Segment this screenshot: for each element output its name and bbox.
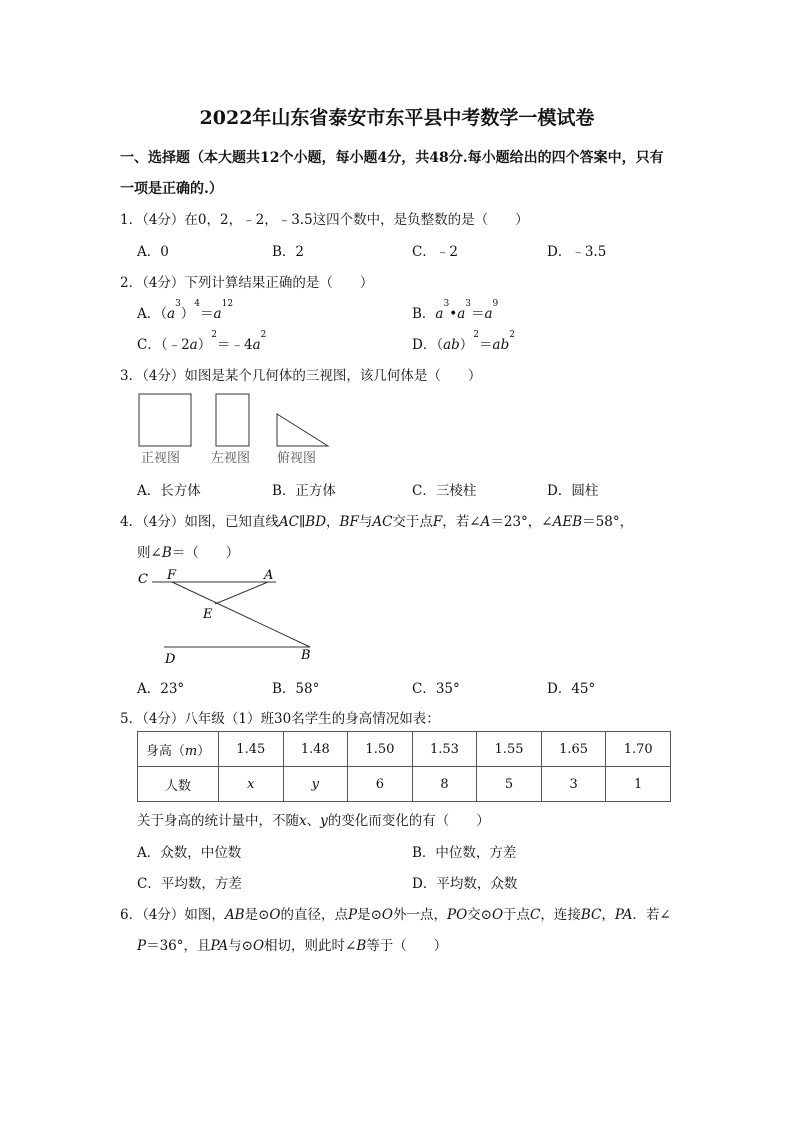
q6-stem-line2: P＝36°，且PA与⊙O相切，则此时∠B等于（ ）	[137, 938, 448, 954]
q5-option-d: D．平均数，众数	[412, 876, 518, 892]
label-a: A	[264, 568, 274, 583]
table-cell: 5	[477, 767, 542, 802]
section-heading-line2: 一项是正确的.）	[120, 181, 223, 197]
page-title: 2022年山东省泰安市东平县中考数学一模试卷	[199, 107, 595, 129]
table-cell: 8	[412, 767, 477, 802]
q6-stem-line1: 6．（4分）如图，AB是⊙O的直径，点P是⊙O外一点，PO交⊙O于点C，连接BC，PA．若∠	[120, 907, 671, 923]
q1-stem: 1．（4分）在0，2，﹣2，﹣3.5这四个数中，是负整数的是（ ）	[120, 212, 529, 228]
table-cell: 1.53	[412, 732, 477, 767]
side-view-label: 左视图	[211, 451, 251, 466]
label-c: C	[138, 572, 148, 587]
front-view-label: 正视图	[141, 451, 181, 466]
top-view-label: 俯视图	[277, 451, 317, 466]
table-header-cell: 身高（m）	[138, 732, 219, 767]
label-f: F	[167, 568, 177, 583]
q1-option-d: D．﹣3.5	[547, 244, 607, 260]
q2-option-d: D．$(ab)^2=ab^2$	[412, 330, 515, 353]
q3-option-c: C．三棱柱	[412, 483, 477, 499]
table-cell: 1.45	[219, 732, 284, 767]
three-view-figure	[130, 388, 350, 470]
table-cell: 1.55	[477, 732, 542, 767]
table-cell: 1.50	[348, 732, 413, 767]
q4-option-d: D．45°	[547, 681, 596, 697]
q4-stem-line1: 4．（4分）如图，已知直线AC∥BD，BF与AC交于点F，若∠A＝23°，∠AEB＝58°，	[120, 514, 634, 530]
q3-option-b: B．正方体	[272, 483, 336, 499]
table-cell: 1.65	[541, 732, 606, 767]
q1-option-c: C．﹣2	[412, 244, 458, 260]
table-cell: 1.70	[606, 732, 671, 767]
side-view-rect	[216, 394, 249, 446]
table-cell: 1	[606, 767, 671, 802]
q4-option-c: C．35°	[412, 681, 460, 697]
q4-stem-line2: 则∠B＝（ ）	[137, 545, 240, 561]
q1-option-b: B．2	[272, 244, 305, 260]
front-view-square	[139, 394, 191, 446]
table-row	[138, 732, 671, 767]
q1-option-a: A．0	[137, 244, 169, 260]
table-cell: x	[219, 767, 284, 802]
table-cell: 1.48	[283, 732, 348, 767]
q2-option-b: B．$a^3•a^3=a^9$	[412, 299, 499, 322]
parallel-lines-figure	[130, 564, 330, 668]
table-cell: 3	[541, 767, 606, 802]
q2-stem: 2．（4分）下列计算结果正确的是（ ）	[120, 275, 374, 291]
segment-fb	[172, 582, 310, 647]
segment-ae	[215, 582, 268, 604]
q2-option-c: C．$(﹣2a)^2=﹣4a^2$	[137, 330, 267, 353]
q5-option-a: A．众数，中位数	[137, 845, 242, 861]
q3-option-a: A．长方体	[137, 483, 201, 499]
height-table	[137, 731, 671, 802]
q5-stem: 5．（4分）八年级（1）班30名学生的身高情况如表：	[120, 711, 440, 727]
label-d: D	[165, 652, 176, 667]
q2-option-a: A．$(a^3)^4=a^{12}$	[137, 299, 234, 322]
section-heading-line1: 一、选择题（本大题共12个小题，每小题4分，共48分.每小题给出的四个答案中，只有	[120, 150, 664, 166]
q5-option-c: C．平均数，方差	[137, 876, 242, 892]
top-view-triangle	[277, 414, 328, 446]
table-cell: y	[283, 767, 348, 802]
table-cell: 6	[348, 767, 413, 802]
label-b: B	[301, 648, 311, 663]
q3-option-d: D．圆柱	[547, 483, 599, 499]
q5-follow-text: 关于身高的统计量中，不随x、y的变化而变化的有（ ）	[137, 813, 490, 829]
q3-stem: 3．（4分）如图是某个几何体的三视图，该几何体是（ ）	[120, 368, 482, 384]
q5-option-b: B．中位数，方差	[412, 845, 517, 861]
table-row	[138, 767, 671, 802]
q4-option-b: B．58°	[272, 681, 320, 697]
q4-option-a: A．23°	[137, 681, 185, 697]
table-header-cell: 人数	[138, 767, 219, 802]
label-e: E	[203, 607, 213, 622]
